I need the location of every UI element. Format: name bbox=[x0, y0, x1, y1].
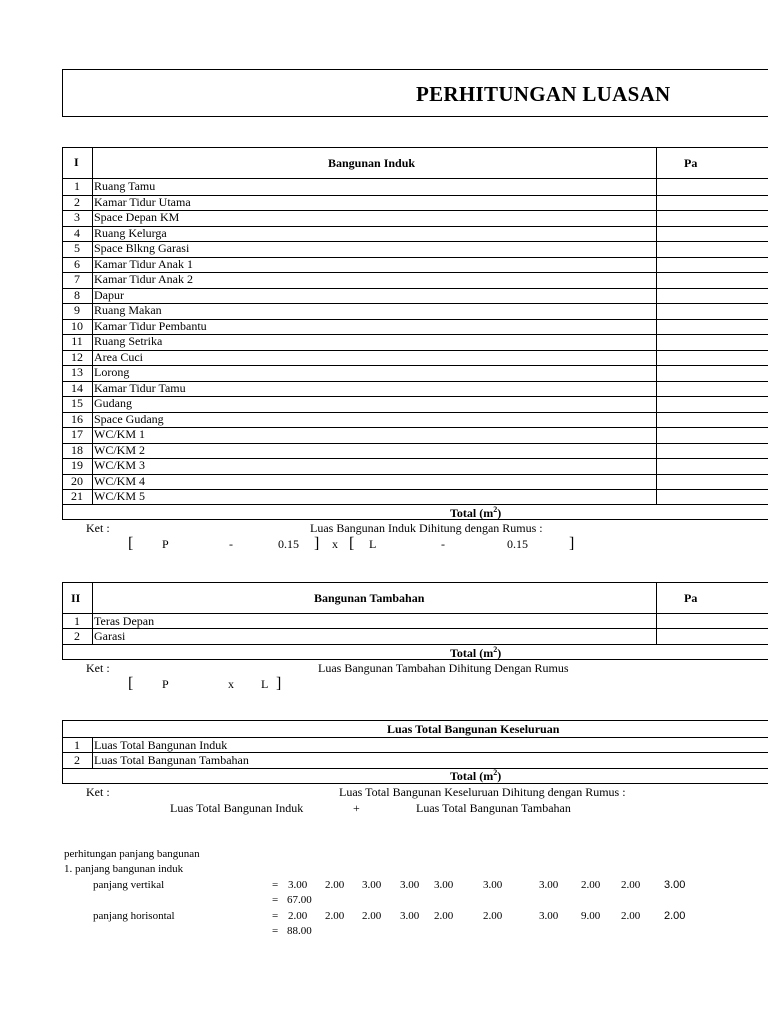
row-name: Space Depan KM bbox=[94, 210, 180, 224]
value-cell: 2.00 bbox=[621, 910, 641, 922]
section1-header-right: Pa bbox=[684, 156, 698, 170]
row-number: 20 bbox=[71, 473, 83, 488]
section2-header: Bangunan Tambahan bbox=[314, 591, 425, 605]
value-cell: 2.00 bbox=[325, 879, 345, 891]
row-number: 17 bbox=[71, 427, 83, 441]
row-number: 12 bbox=[71, 349, 83, 364]
row-number: 2 bbox=[74, 629, 80, 643]
section2-roman: II bbox=[71, 591, 81, 605]
vertikal-eq: = bbox=[272, 879, 279, 891]
row-number: 7 bbox=[74, 272, 80, 286]
row-name: Space Gudang bbox=[94, 411, 164, 426]
value-cell: 3.00 bbox=[434, 879, 454, 891]
row-name: Garasi bbox=[94, 629, 126, 643]
page-title: PERHITUNGAN LUASAN bbox=[416, 82, 671, 106]
row-name: Area Cuci bbox=[94, 349, 143, 364]
row-name: Kamar Tidur Tamu bbox=[94, 380, 186, 395]
value-cell: 2.00 bbox=[664, 910, 686, 922]
section2-ket: Ket : bbox=[86, 661, 110, 675]
value-cell: 3.00 bbox=[664, 879, 686, 891]
value-cell: 2.00 bbox=[621, 879, 641, 891]
row-name: Kamar Tidur Utama bbox=[94, 194, 191, 209]
section1-ket: Ket : bbox=[86, 521, 110, 535]
horisontal-eq: = bbox=[272, 910, 279, 922]
value-cell: 3.00 bbox=[400, 910, 420, 922]
row-number: 21 bbox=[71, 489, 83, 503]
row-name: WC/KM 5 bbox=[94, 489, 145, 503]
section3-total-label: Total $(m^2)$ bbox=[450, 768, 502, 783]
notes-sub: 1. panjang bangunan induk bbox=[64, 863, 184, 875]
row-number: 5 bbox=[74, 241, 80, 255]
row-number: 1 bbox=[74, 179, 80, 193]
row-name: WC/KM 4 bbox=[94, 473, 145, 488]
row-name: WC/KM 3 bbox=[94, 458, 145, 472]
row-name: Kamar Tidur Anak 1 bbox=[94, 256, 193, 271]
section3-ket: Ket : bbox=[86, 785, 110, 799]
row-number: 1 bbox=[74, 614, 80, 628]
horisontal-sum-eq: = bbox=[272, 925, 279, 937]
value-cell: 2.00 bbox=[362, 910, 382, 922]
section2-total-label: Total $(m^2)$ bbox=[450, 645, 502, 660]
row-name: Ruang Makan bbox=[94, 303, 162, 317]
row-name: Ruang Tamu bbox=[94, 179, 156, 193]
vertikal-sum: 67.00 bbox=[287, 894, 312, 906]
value-cell: 2.00 bbox=[325, 910, 345, 922]
value-cell: 2.00 bbox=[288, 910, 308, 922]
row-name: Kamar Tidur Anak 2 bbox=[94, 272, 193, 286]
row-name: Luas Total Bangunan Tambahan bbox=[94, 753, 249, 767]
row-number: 2 bbox=[74, 194, 80, 209]
row-name: Kamar Tidur Pembantu bbox=[94, 318, 207, 333]
row-number: 3 bbox=[74, 210, 80, 224]
row-number: 1 bbox=[74, 738, 80, 752]
row-name: Luas Total Bangunan Induk bbox=[94, 738, 228, 752]
value-cell: 2.00 bbox=[483, 910, 503, 922]
value-cell: 9.00 bbox=[581, 910, 601, 922]
vertikal-label: panjang vertikal bbox=[93, 879, 165, 891]
row-name: WC/KM 2 bbox=[94, 442, 145, 457]
row-name: Ruang Setrika bbox=[94, 334, 163, 348]
section2-header-right: Pa bbox=[684, 591, 698, 605]
horisontal-label: panjang horisontal bbox=[93, 910, 175, 922]
row-number: 15 bbox=[71, 396, 83, 410]
row-number: 6 bbox=[74, 256, 80, 271]
row-name: Teras Depan bbox=[94, 614, 155, 628]
value-cell: 3.00 bbox=[483, 879, 503, 891]
row-number: 8 bbox=[74, 287, 80, 302]
row-number: 16 bbox=[71, 411, 83, 426]
row-number: 19 bbox=[71, 458, 83, 472]
section3-formula-label: Luas Total Bangunan Keseluruan Dihitung dengan Rumus : bbox=[339, 785, 626, 799]
row-number: 10 bbox=[71, 318, 83, 333]
row-number: 2 bbox=[74, 753, 80, 767]
section3-header: Luas Total Bangunan Keseluruan bbox=[387, 722, 560, 736]
row-name: Lorong bbox=[94, 365, 130, 379]
value-cell: 2.00 bbox=[434, 910, 454, 922]
row-name: Dapur bbox=[94, 287, 124, 302]
section1-header: Bangunan Induk bbox=[328, 156, 416, 170]
row-number: 11 bbox=[71, 334, 83, 348]
row-number: 18 bbox=[71, 442, 83, 457]
row-number: 13 bbox=[71, 365, 83, 379]
row-number: 9 bbox=[74, 303, 80, 317]
section1-formula-label: Luas Bangunan Induk Dihitung dengan Rumus : bbox=[310, 521, 543, 535]
notes-heading: perhitungan panjang bangunan bbox=[64, 848, 200, 860]
value-cell: 3.00 bbox=[400, 879, 420, 891]
value-cell: 3.00 bbox=[539, 910, 559, 922]
row-name: WC/KM 1 bbox=[94, 427, 145, 441]
row-name: Space Blkng Garasi bbox=[94, 241, 190, 255]
section1-total-label: Total $(m^2)$ bbox=[450, 505, 502, 520]
value-cell: 2.00 bbox=[581, 879, 601, 891]
row-name: Gudang bbox=[94, 396, 132, 410]
section2-formula-label: Luas Bangunan Tambahan Dihitung Dengan Rumus bbox=[318, 661, 569, 675]
row-number: 14 bbox=[71, 380, 83, 395]
row-number: 4 bbox=[74, 225, 80, 240]
value-cell: 3.00 bbox=[288, 879, 308, 891]
value-cell: 3.00 bbox=[362, 879, 382, 891]
section1-roman: I bbox=[74, 155, 79, 169]
row-name: Ruang Kelurga bbox=[94, 225, 167, 240]
horisontal-sum: 88.00 bbox=[287, 925, 312, 937]
value-cell: 3.00 bbox=[539, 879, 559, 891]
vertikal-sum-eq: = bbox=[272, 894, 279, 906]
